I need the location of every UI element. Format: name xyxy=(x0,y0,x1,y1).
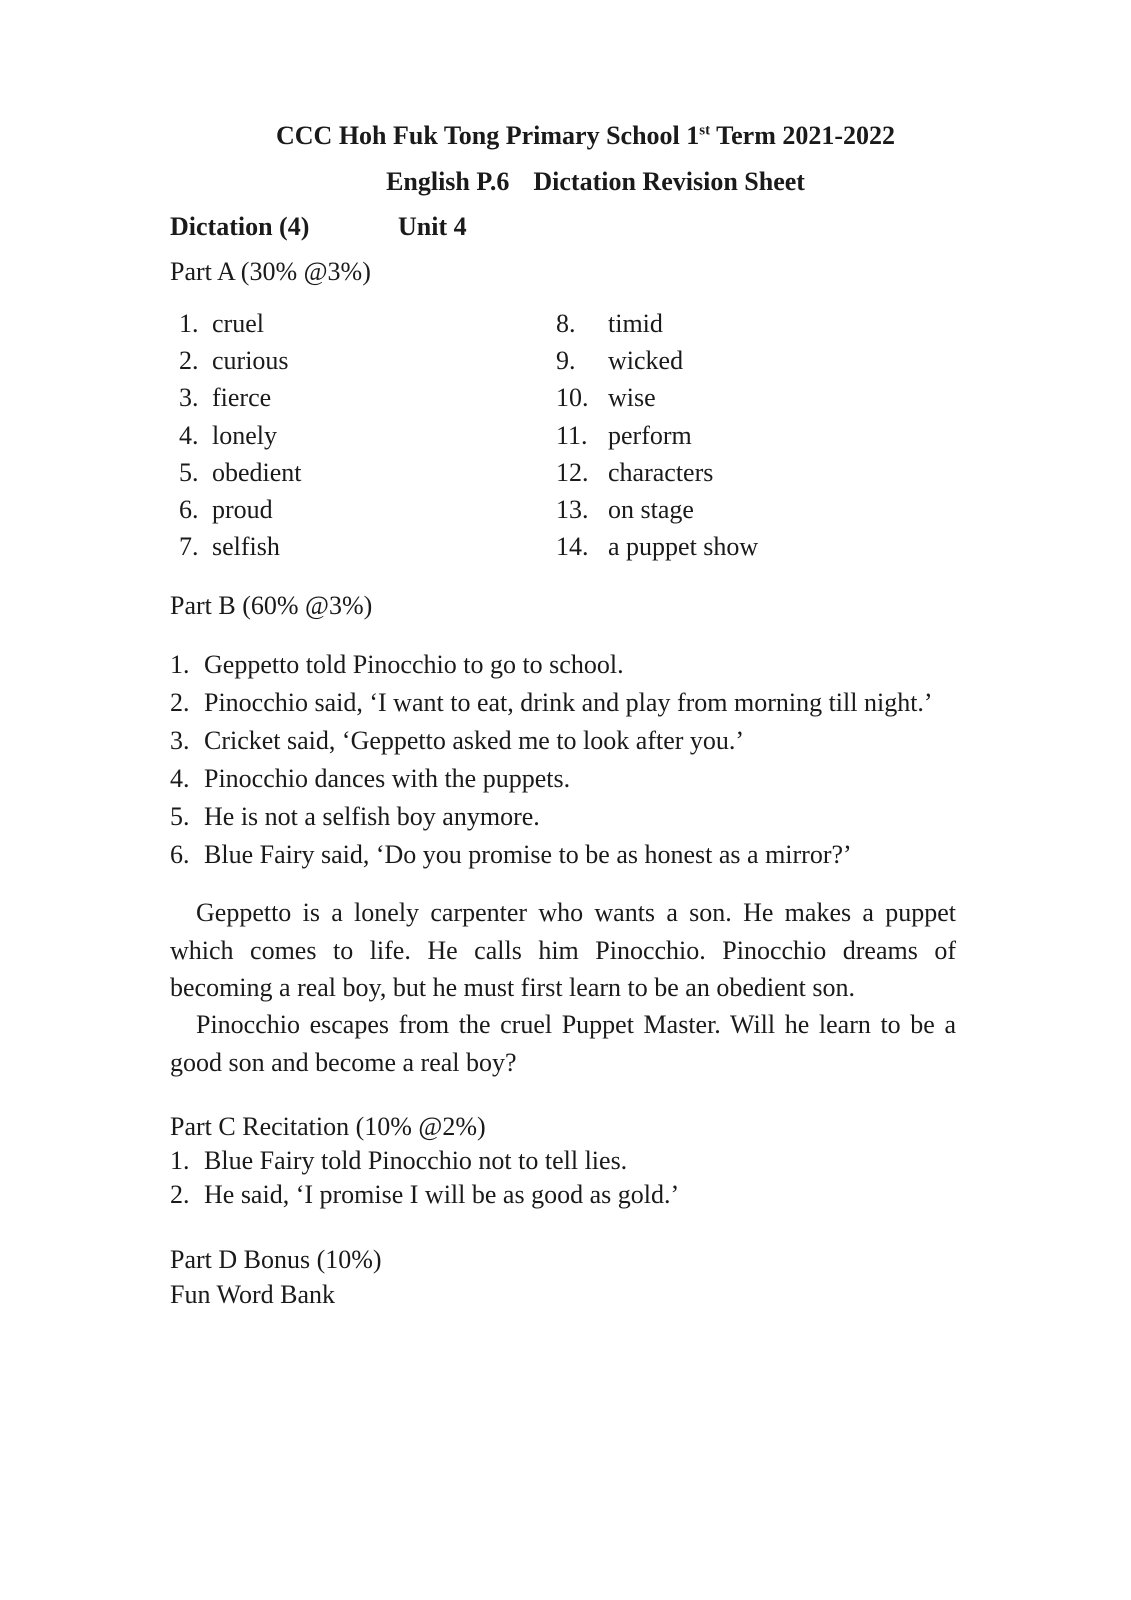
item-word: wicked xyxy=(608,346,684,375)
item-word: proud xyxy=(212,495,273,524)
item-number: 2. xyxy=(170,688,190,717)
unit-label: Unit 4 xyxy=(398,212,467,241)
item-number: 5. xyxy=(170,802,190,831)
item-text: Pinocchio said, ‘I want to eat, drink and play from morning till night.’ xyxy=(204,688,933,717)
passage-paragraph-2: Pinocchio escapes from the cruel Puppet Master. Will he learn to be a good son and become a real boy? xyxy=(170,1010,956,1077)
item-number: 6. xyxy=(179,495,199,524)
item-number: 14. xyxy=(556,532,589,561)
sheet-text: Dictation Revision Sheet xyxy=(533,167,805,196)
item-number: 8. xyxy=(556,309,576,338)
item-text: Geppetto told Pinocchio to go to school. xyxy=(204,650,624,679)
item-number: 1. xyxy=(170,1146,190,1175)
item-number: 13. xyxy=(556,495,589,524)
part-c-heading: Part C Recitation (10% @2%) xyxy=(170,1112,486,1141)
subject-text: English P.6 xyxy=(386,167,510,196)
dictation-row xyxy=(170,212,467,242)
item-number: 4. xyxy=(179,421,199,450)
item-number: 2. xyxy=(179,346,199,375)
item-text: Cricket said, ‘Geppetto asked me to look after you.’ xyxy=(204,726,745,755)
item-word: on stage xyxy=(608,495,694,524)
item-word: perform xyxy=(608,421,692,450)
term-text: Term 2021-2022 xyxy=(716,121,896,150)
item-number: 7. xyxy=(179,532,199,561)
item-text: He is not a selfish boy anymore. xyxy=(204,802,540,831)
passage-paragraph-1: Geppetto is a lonely carpenter who wants a son. He makes a puppet which comes to life. He calls him Pinocchio. Pinocchio dreams of becoming a real boy, but he must first learn to be an obedient son. xyxy=(170,898,956,1002)
item-number: 6. xyxy=(170,840,190,869)
item-number: 2. xyxy=(170,1180,190,1209)
item-text: Pinocchio dances with the puppets. xyxy=(204,764,571,793)
item-word: timid xyxy=(608,309,663,338)
part-b-heading: Part B (60% @3%) xyxy=(170,591,373,620)
item-number: 10. xyxy=(556,383,589,412)
item-text: Blue Fairy told Pinocchio not to tell lies. xyxy=(204,1146,628,1175)
fun-word-bank-label: Fun Word Bank xyxy=(170,1280,335,1309)
item-number: 1. xyxy=(170,650,190,679)
school-title-text: CCC Hoh Fuk Tong Primary School 1 xyxy=(275,121,700,150)
school-title xyxy=(20,121,1131,151)
item-word: characters xyxy=(608,458,714,487)
item-word: a puppet show xyxy=(608,532,759,561)
item-text: He said, ‘I promise I will be as good as gold.’ xyxy=(204,1180,680,1209)
item-word: lonely xyxy=(212,421,277,450)
ordinal-suffix: st xyxy=(699,122,711,139)
item-word: fierce xyxy=(212,383,272,412)
item-number: 3. xyxy=(170,726,190,755)
part-d-heading: Part D Bonus (10%) xyxy=(170,1245,382,1274)
item-word: cruel xyxy=(212,309,264,338)
item-word: wise xyxy=(608,383,656,412)
item-number: 4. xyxy=(170,764,190,793)
item-word: selfish xyxy=(212,532,280,561)
item-number: 9. xyxy=(556,346,576,375)
item-number: 3. xyxy=(179,383,199,412)
sheet-title xyxy=(30,167,1131,197)
item-number: 12. xyxy=(556,458,589,487)
item-number: 1. xyxy=(179,309,199,338)
part-a-heading: Part A (30% @3%) xyxy=(170,257,371,286)
dictation-label: Dictation (4) xyxy=(170,212,310,241)
item-number: 5. xyxy=(179,458,199,487)
item-word: obedient xyxy=(212,458,302,487)
item-text: Blue Fairy said, ‘Do you promise to be as honest as a mirror?’ xyxy=(204,840,852,869)
item-number: 11. xyxy=(556,421,588,450)
item-word: curious xyxy=(212,346,289,375)
